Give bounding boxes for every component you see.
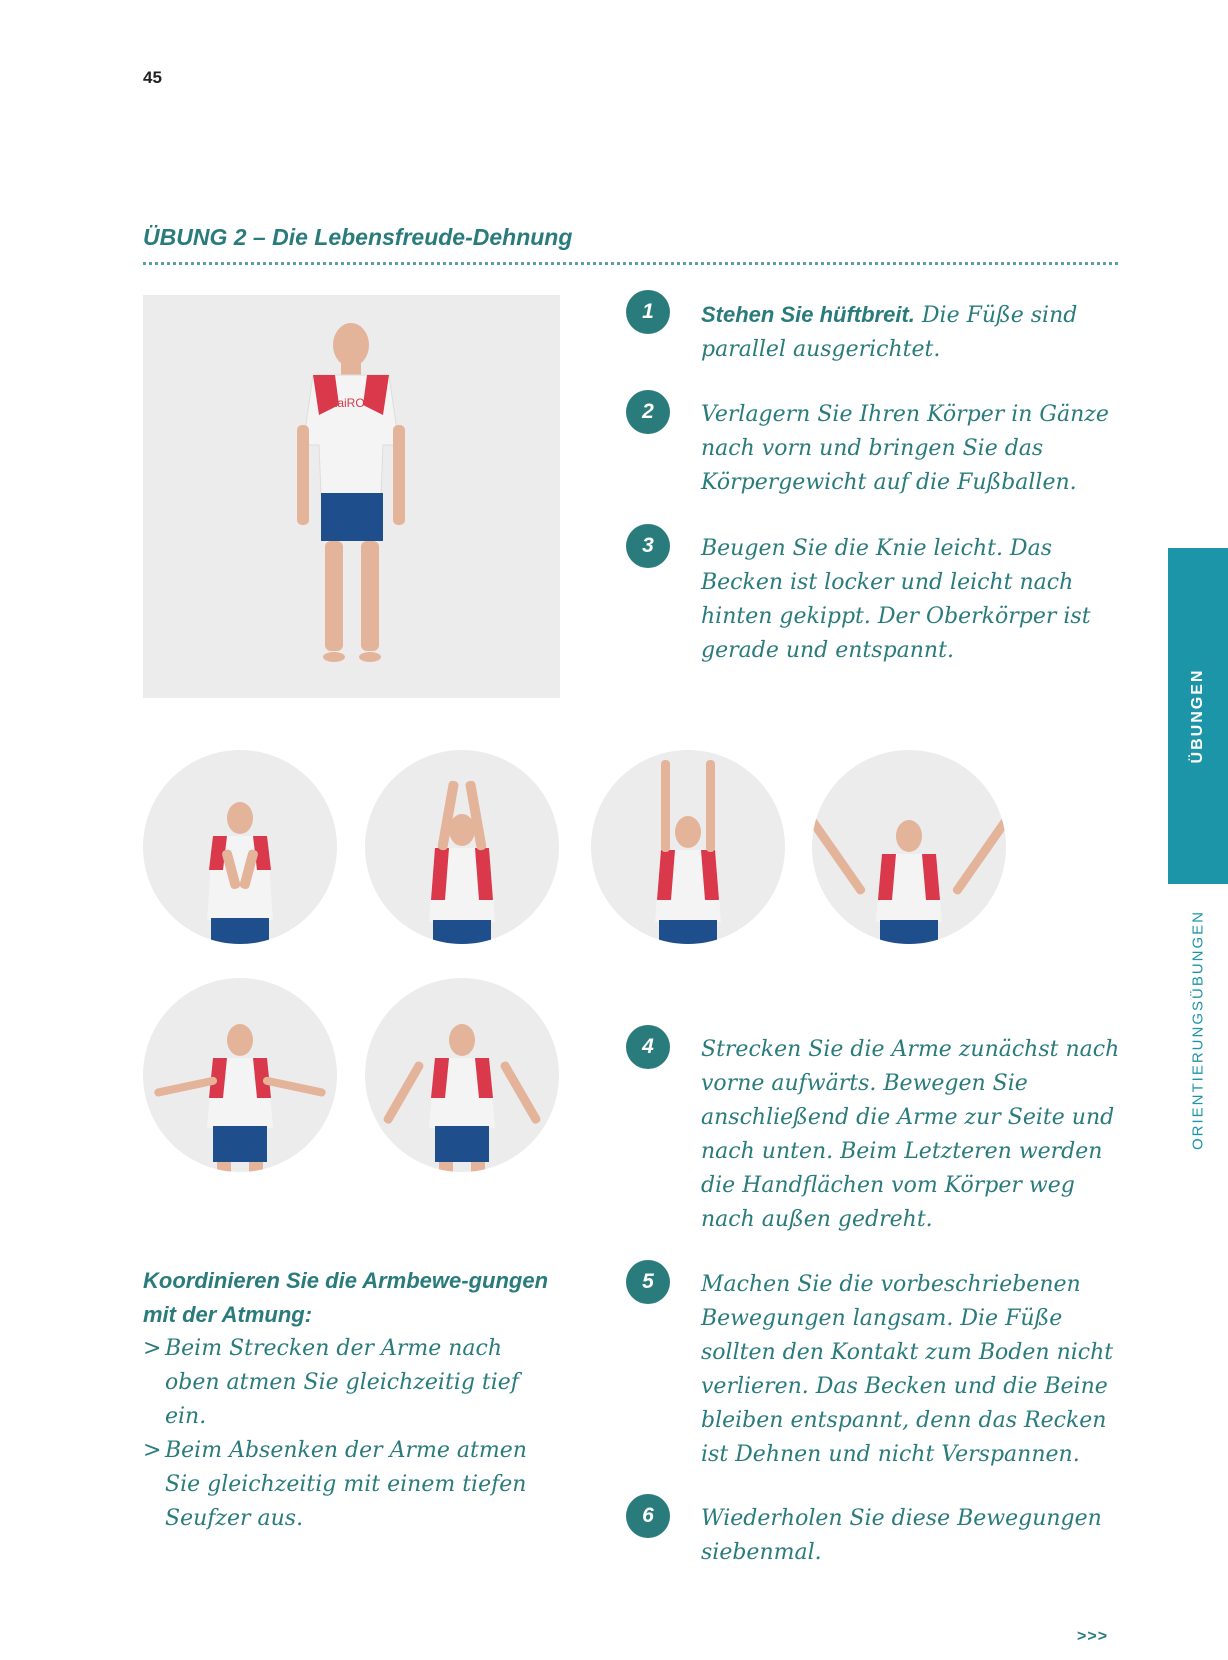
coordination-note	[143, 1264, 563, 1536]
list-item-text: Beim Absenken der Arme atmen Sie gleichzeitig mit einem tiefen Seufzer aus.	[165, 1438, 527, 1531]
next-page-arrows[interactable]: >>>	[1077, 1628, 1109, 1645]
coordination-heading: Koordinieren Sie die Armbewe-gungen mit der Atmung:	[143, 1268, 549, 1327]
bullet-marker: >	[143, 1438, 162, 1463]
side-tab-orientierungsuebungen[interactable]: ORIENTIERUNGSÜBUNGEN	[1189, 909, 1207, 1151]
side-tab-uebungen[interactable]	[1168, 548, 1228, 884]
step-number-badge: 1	[626, 290, 670, 334]
step-number-badge: 4	[626, 1025, 670, 1069]
page-number: 45	[143, 68, 162, 87]
standing-figure	[297, 323, 405, 662]
step-text	[701, 298, 1121, 367]
list-item-text: Beim Strecken der Arme nach oben atmen Sie gleichzeitig tief ein.	[165, 1336, 519, 1429]
pose-circle-arms-side	[143, 978, 337, 1172]
step-text: Beugen Sie die Knie leicht. Das Becken ist locker und leicht nach hinten gekippt. Der Oberkörper ist gerade und entspannt.	[701, 536, 1091, 663]
step-text: Machen Sie die vorbeschriebenen Bewegungen langsam. Die Füße sollten den Kontakt zum Boden nicht verlieren. Das Becken und die Beine bleiben entspannt, denn das Recken ist Dehnen und nicht Verspannen.	[701, 1272, 1114, 1467]
exercise-title: ÜBUNG 2 – Die Lebensfreude-Dehnung	[143, 224, 573, 250]
pose-circle-arms-down-out	[365, 978, 559, 1172]
pose-circle-arms-up-bent	[365, 750, 559, 944]
step-text: Strecken Sie die Arme zunächst nach vorne aufwärts. Bewegen Sie anschließend die Arme zur Seite und nach unten. Beim Letzteren werden die Handflächen vom Körper weg nach außen gedreht.	[701, 1037, 1120, 1232]
step-text: Verlagern Sie Ihren Körper in Gänze nach vorn und bringen Sie das Körpergewicht auf die Fußballen.	[701, 402, 1109, 495]
pose-circle-arms-forward	[143, 750, 337, 944]
list-item	[143, 1434, 563, 1536]
shirt-logo: KaiROS	[329, 396, 373, 410]
coordination-list	[143, 1332, 563, 1536]
side-tab-label: ÜBUNGEN	[1189, 668, 1206, 764]
bullet-marker: >	[143, 1336, 162, 1361]
step-body: Die Füße sind parallel ausgerichtet.	[701, 303, 1078, 362]
step-number-badge: 5	[626, 1260, 670, 1304]
step-text: Wiederholen Sie diese Bewegungen siebenmal.	[701, 1506, 1102, 1565]
standing-pose-photo	[143, 295, 560, 698]
step-number-badge: 2	[626, 390, 670, 434]
step-emphasis: Stehen Sie hüftbreit.	[701, 302, 915, 327]
step-number-badge: 3	[626, 524, 670, 568]
dotted-divider	[143, 262, 1118, 265]
pose-circle-arms-straight-up	[591, 750, 785, 944]
pose-circle-arms-v	[812, 750, 1006, 944]
list-item	[143, 1332, 563, 1434]
step-number-badge: 6	[626, 1494, 670, 1538]
